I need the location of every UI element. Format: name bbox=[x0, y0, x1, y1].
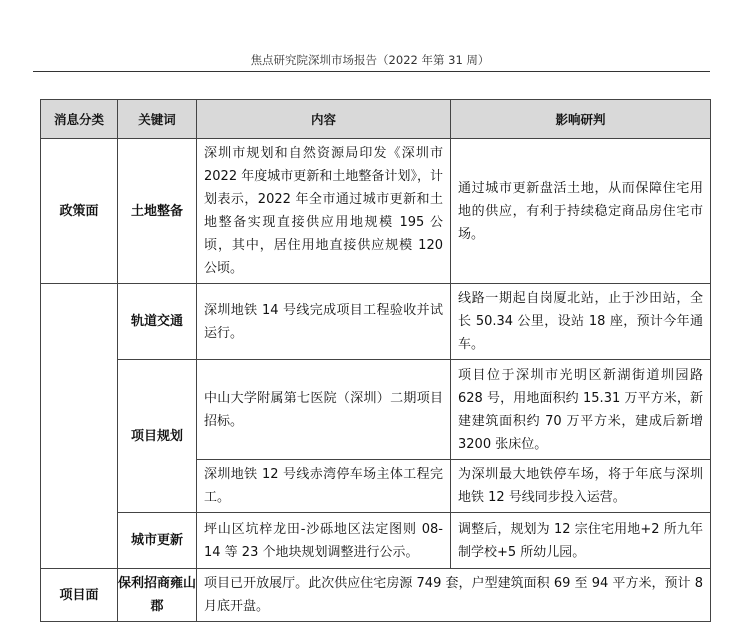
impact-text: 调整后，规划为 12 宗住宅用地+2 所九年制学校+5 所幼儿园。 bbox=[458, 521, 703, 560]
column-header-category: 消息分类 bbox=[41, 100, 118, 139]
keyword-cell: 保利招商雍山郡 bbox=[118, 569, 197, 622]
category-cell: 项目面 bbox=[41, 569, 118, 622]
content-text: 深圳市规划和自然资源局印发《深圳市 2022 年度城市更新和土地整备计划》，计划表示，2022 年全市通过城市更新和土地整备实现直接供应用地规模 195 公顷，其中，居住用地直接供应规模 120 公顷。 bbox=[204, 146, 443, 276]
impact-cell bbox=[451, 284, 711, 360]
table-row bbox=[41, 513, 711, 569]
content-cell bbox=[197, 284, 451, 360]
column-header-content: 内容 bbox=[197, 100, 451, 139]
content-cell bbox=[197, 139, 451, 284]
impact-cell bbox=[451, 513, 711, 569]
content-text: 深圳地铁 12 号线赤湾停车场主体工程完工。 bbox=[204, 467, 443, 505]
table-row bbox=[41, 569, 711, 622]
report-header-title: 焦点研究院深圳市场报告（2022 年第 31 周） bbox=[250, 53, 490, 67]
content-text: 项目已开放展厅。此次供应住宅房源 749 套，户型建筑面积 69 至 94 平方米，预计 8 月底开盘。 bbox=[204, 576, 703, 614]
content-cell bbox=[197, 360, 451, 460]
keyword-cell: 土地整备 bbox=[118, 139, 197, 284]
keyword-cell: 轨道交通 bbox=[118, 284, 197, 360]
impact-text: 为深圳最大地铁停车场，将于年底与深圳地铁 12 号线同步投入运营。 bbox=[458, 467, 703, 505]
content-text: 中山大学附属第七医院（深圳）二期项目招标。 bbox=[204, 390, 443, 429]
content-cell bbox=[197, 460, 451, 513]
table-row bbox=[41, 139, 711, 284]
impact-text: 通过城市更新盘活土地，从而保障住宅用地的供应，有利于持续稳定商品房住宅市场。 bbox=[458, 180, 703, 242]
impact-cell bbox=[451, 460, 711, 513]
category-cell: 政策面 bbox=[41, 139, 118, 284]
keyword-cell: 城市更新 bbox=[118, 513, 197, 569]
content-text: 深圳地铁 14 号线完成项目工程验收并试运行。 bbox=[204, 302, 443, 341]
impact-text: 项目位于深圳市光明区新湖街道圳园路 628 号，用地面积约 15.31 万平方米，新建建筑面积约 70 万平方米，建成后新增 3200 张床位。 bbox=[458, 367, 703, 452]
header-divider bbox=[33, 71, 710, 72]
impact-text: 线路一期起自岗厦北站，止于沙田站，全长 50.34 公里，设站 18 座，预计今年通车。 bbox=[458, 291, 703, 352]
content-cell bbox=[197, 569, 711, 622]
keyword-cell: 项目规划 bbox=[118, 360, 197, 513]
news-table bbox=[40, 99, 711, 622]
impact-cell bbox=[451, 360, 711, 460]
impact-cell bbox=[451, 139, 711, 284]
column-header-impact: 影响研判 bbox=[451, 100, 711, 139]
content-text: 坪山区坑梓龙田-沙砾地区法定图则 08-14 等 23 个地块规划调整进行公示。 bbox=[204, 521, 443, 560]
content-cell bbox=[197, 513, 451, 569]
category-cell bbox=[41, 284, 118, 569]
table-row bbox=[41, 284, 711, 360]
table-row bbox=[41, 360, 711, 460]
column-header-keyword: 关键词 bbox=[118, 100, 197, 139]
table-header-row bbox=[41, 100, 711, 139]
